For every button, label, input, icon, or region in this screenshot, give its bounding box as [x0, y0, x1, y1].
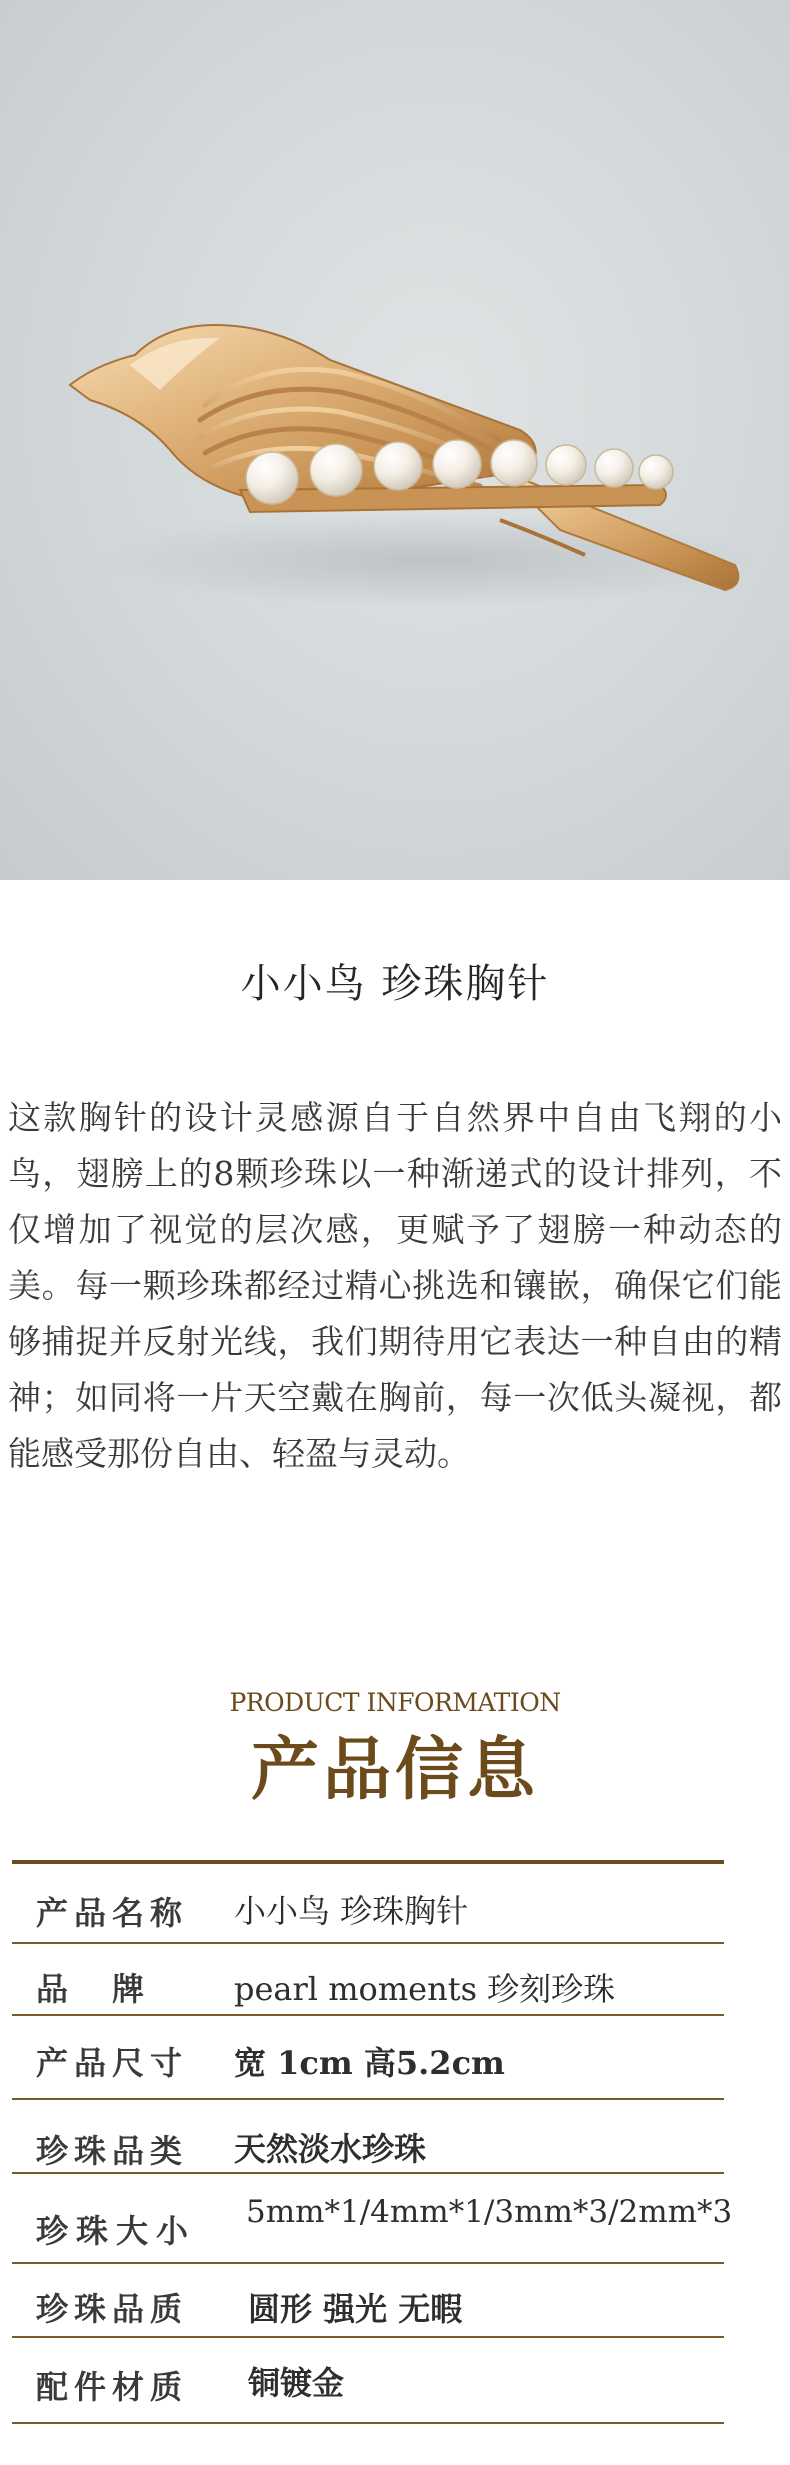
spec-value: pearl moments 珍刻珍珠	[234, 1970, 616, 2008]
spec-row-divider	[12, 2336, 724, 2338]
spec-value: 天然淡水珍珠	[234, 2130, 427, 2168]
spec-row-divider	[12, 1942, 724, 1944]
spec-value: 5mm*1/4mm*1/3mm*3/2mm*3	[246, 2194, 733, 2230]
spec-value: 小小鸟 珍珠胸针	[234, 1892, 469, 1930]
bird-brooch-illustration	[0, 0, 790, 880]
brooch-pearl-bar	[240, 485, 666, 512]
product-description: 这款胸针的设计灵感源自于自然界中自由飞翔的小鸟，翅膀上的8颗珍珠以一种渐递式的设计排列，不仅增加了视觉的层次感，更赋予了翅膀一种动态的美。每一颗珍珠都经过精心挑选和镶嵌，确保它们能够捕捉并反射光线，我们期待用它表达一种自由的精神；如同将一片天空戴在胸前，每一次低头凝视，都能感受那份自由、轻盈与灵动。	[8, 1098, 782, 1473]
spec-table-top-rule	[12, 1860, 724, 1864]
spec-label: 产品尺寸	[36, 2044, 189, 2082]
spec-label: 珍珠大小	[36, 2212, 197, 2250]
spec-row-divider	[12, 2422, 724, 2424]
spec-row-divider	[12, 2098, 724, 2100]
spec-label: 珍珠品类	[36, 2132, 189, 2170]
spec-value: 宽 1cm 高5.2cm	[234, 2044, 505, 2082]
product-photo	[0, 0, 790, 880]
spec-label: 品牌	[36, 1970, 189, 2008]
product-information-heading-cn: 产品信息	[250, 1730, 539, 1810]
product-title: 小小鸟 珍珠胸针	[240, 961, 550, 1007]
spec-label: 珍珠品质	[36, 2290, 189, 2328]
product-information-heading-en: PRODUCT INFORMATION	[229, 1688, 561, 1717]
spec-label: 产品名称	[36, 1894, 189, 1932]
spec-row-divider	[12, 2172, 724, 2174]
spec-label: 配件材质	[36, 2368, 189, 2406]
spec-value: 铜镀金	[248, 2364, 345, 2402]
spec-row-divider	[12, 2262, 724, 2264]
spec-value: 圆形 强光 无暇	[248, 2290, 463, 2328]
spec-row-divider	[12, 2014, 724, 2016]
